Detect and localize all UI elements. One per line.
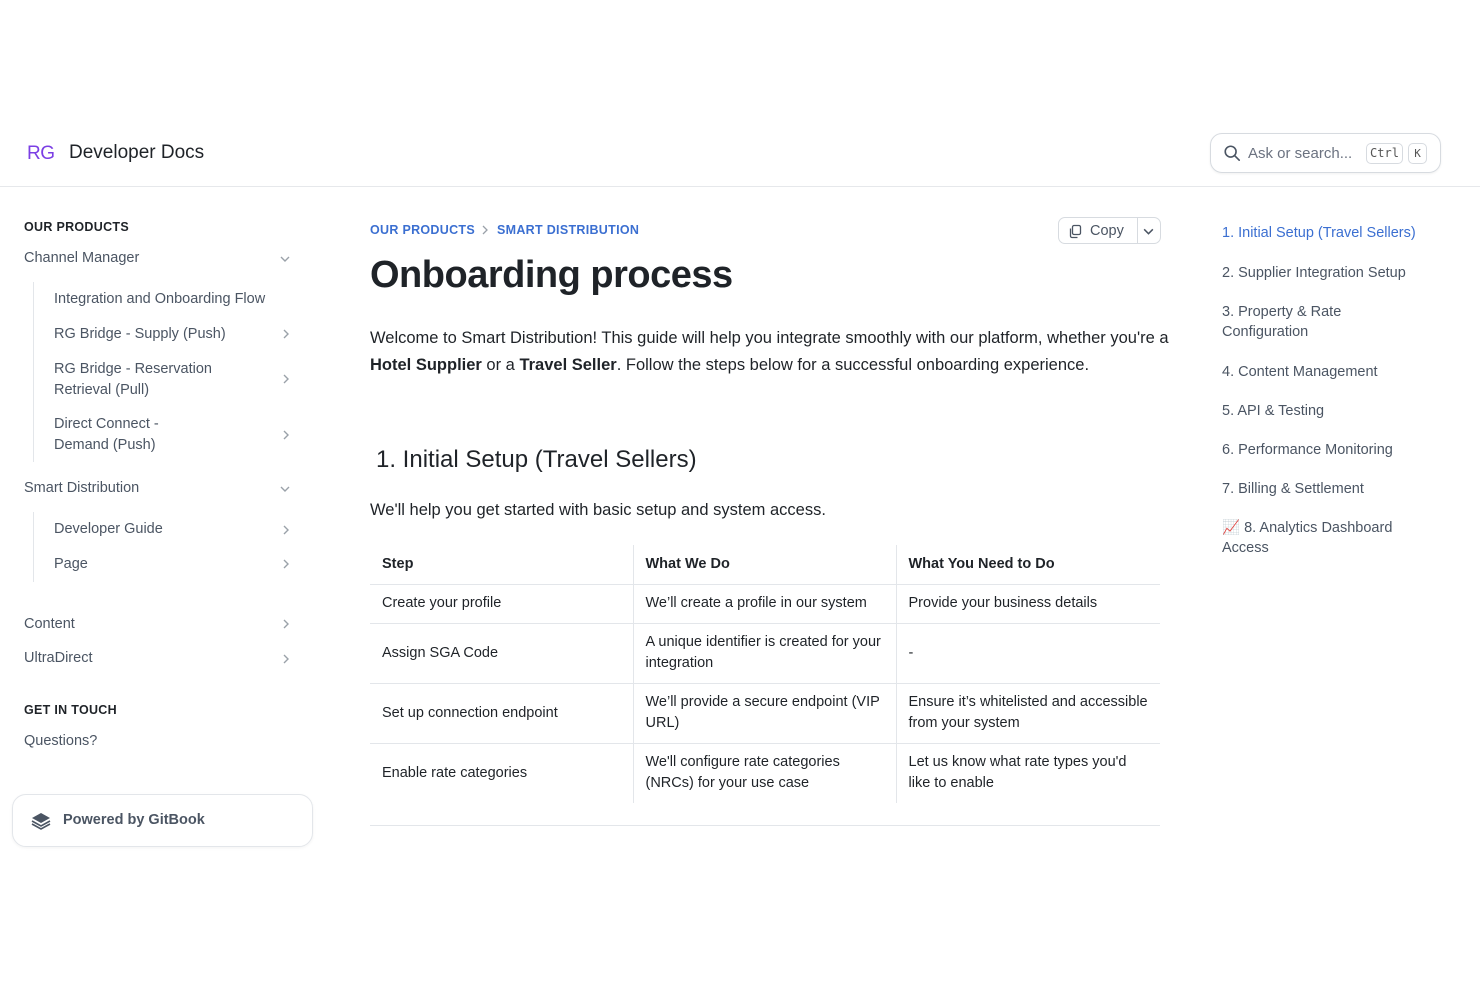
table-cell: We’ll provide a secure endpoint (VIP URL) [633, 683, 896, 743]
table-cell: Create your profile [370, 584, 633, 623]
sidebar-item-channel-manager[interactable]: Channel Manager [24, 250, 140, 266]
sidebar-item-direct-connect[interactable]: Direct Connect - Demand (Push) [54, 416, 159, 453]
search-icon [1223, 144, 1241, 162]
copy-icon [1068, 224, 1083, 239]
breadcrumb-smart-distribution[interactable]: SMART DISTRIBUTION [497, 223, 640, 237]
table-header-cell: What You Need to Do [896, 545, 1160, 584]
sidebar-tree-line [33, 282, 34, 462]
toc-item-supplier-integration[interactable]: 2. Supplier Integration Setup [1222, 265, 1406, 281]
table-cell: Provide your business details [896, 584, 1160, 623]
chevron-right-icon[interactable] [280, 618, 292, 630]
sidebar-item-content[interactable]: Content [24, 616, 75, 632]
top-header [0, 118, 1480, 187]
shortcut-ctrl-key: Ctrl [1366, 143, 1403, 164]
table-cell: A unique identifier is created for your integration [633, 623, 896, 683]
sidebar-item-integration-onboarding-flow[interactable]: Integration and Onboarding Flow [54, 291, 266, 307]
sidebar-item-questions[interactable]: Questions? [24, 733, 98, 749]
sidebar-item-developer-guide[interactable]: Developer Guide [54, 521, 163, 537]
copy-label: Copy [1090, 223, 1124, 239]
table-row [370, 743, 1160, 803]
breadcrumb-our-products[interactable]: OUR PRODUCTS [370, 223, 475, 237]
search-placeholder: Ask or search... [1248, 145, 1353, 162]
breadcrumb-chevron-icon [480, 225, 490, 235]
powered-by-gitbook-link[interactable] [12, 794, 313, 847]
toc-item-api-testing[interactable]: 5. API & Testing [1222, 403, 1325, 419]
toc-item-billing-settlement[interactable]: 7. Billing & Settlement [1222, 481, 1364, 497]
table-cell: - [896, 623, 1160, 683]
sidebar-item-ultradirect[interactable]: UltraDirect [24, 650, 93, 666]
chevron-right-icon[interactable] [280, 653, 292, 665]
toc-item-analytics-dashboard[interactable]: 📈 8. Analytics Dashboard Access [1222, 520, 1393, 556]
chevron-right-icon[interactable] [280, 373, 292, 385]
toc-item-initial-setup[interactable]: 1. Initial Setup (Travel Sellers) [1222, 225, 1416, 241]
sidebar-section-get-in-touch: GET IN TOUCH [24, 703, 117, 717]
table-row [370, 683, 1160, 743]
sidebar-item-page[interactable]: Page [54, 556, 88, 572]
table-row [370, 623, 1160, 683]
copy-page-button[interactable] [1058, 217, 1161, 244]
table-row [370, 584, 1160, 623]
gitbook-icon [30, 810, 52, 832]
search-box[interactable] [1210, 133, 1441, 173]
chevron-down-icon[interactable] [279, 483, 291, 495]
table-header-cell: What We Do [633, 545, 896, 584]
table-cell: Set up connection endpoint [370, 683, 633, 743]
sidebar-item-smart-distribution[interactable]: Smart Distribution [24, 480, 140, 496]
sidebar-section-our-products: OUR PRODUCTS [24, 220, 129, 234]
sidebar-item-rg-bridge-reservation[interactable]: RG Bridge - Reservation Retrieval (Pull) [54, 361, 212, 398]
table-bottom-divider [370, 825, 1160, 826]
travel-seller-bold: Travel Seller [519, 356, 617, 374]
table-cell: Assign SGA Code [370, 623, 633, 683]
hotel-supplier-bold: Hotel Supplier [370, 356, 482, 374]
toc-item-content-management[interactable]: 4. Content Management [1222, 364, 1378, 380]
table-cell: We’ll create a profile in our system [633, 584, 896, 623]
powered-by-label: Powered by GitBook [63, 812, 205, 828]
table-header-row [370, 545, 1160, 584]
sidebar-item-rg-bridge-supply[interactable]: RG Bridge - Supply (Push) [54, 326, 226, 342]
chevron-right-icon[interactable] [280, 429, 292, 441]
chevron-down-icon[interactable] [279, 253, 291, 265]
sidebar-tree-line [33, 512, 34, 582]
page-title: Onboarding process [370, 254, 733, 296]
toc-item-property-rate[interactable]: 3. Property & Rate Configuration [1222, 304, 1342, 340]
chevron-right-icon[interactable] [280, 524, 292, 536]
table-header-cell: Step [370, 545, 633, 584]
copy-divider [1137, 218, 1138, 243]
table-cell: Let us know what rate types you'd like to enable [896, 743, 1160, 803]
chevron-down-icon[interactable] [1142, 225, 1155, 238]
table-cell: Ensure it’s whitelisted and accessible from your system [896, 683, 1160, 743]
toc-item-performance-monitoring[interactable]: 6. Performance Monitoring [1222, 442, 1393, 458]
intro-paragraph: Welcome to Smart Distribution! This guide will help you integrate smoothly with our platform, whether you're a Hotel Supplier or a Travel Seller. Follow the steps below for a successful onboarding experience. [370, 329, 1169, 374]
section-heading-initial-setup: 1. Initial Setup (Travel Sellers) [376, 446, 697, 473]
table-cell: Enable rate categories [382, 764, 528, 781]
logo[interactable]: RG [27, 143, 55, 164]
chevron-right-icon[interactable] [280, 558, 292, 570]
table-cell: We'll configure rate categories (NRCs) for your use case [633, 743, 896, 803]
chevron-right-icon[interactable] [280, 328, 292, 340]
section-description: We'll help you get started with basic setup and system access. [370, 501, 826, 519]
shortcut-k-key: K [1408, 143, 1427, 164]
site-title[interactable]: Developer Docs [69, 142, 205, 163]
setup-steps-table [370, 545, 1160, 803]
